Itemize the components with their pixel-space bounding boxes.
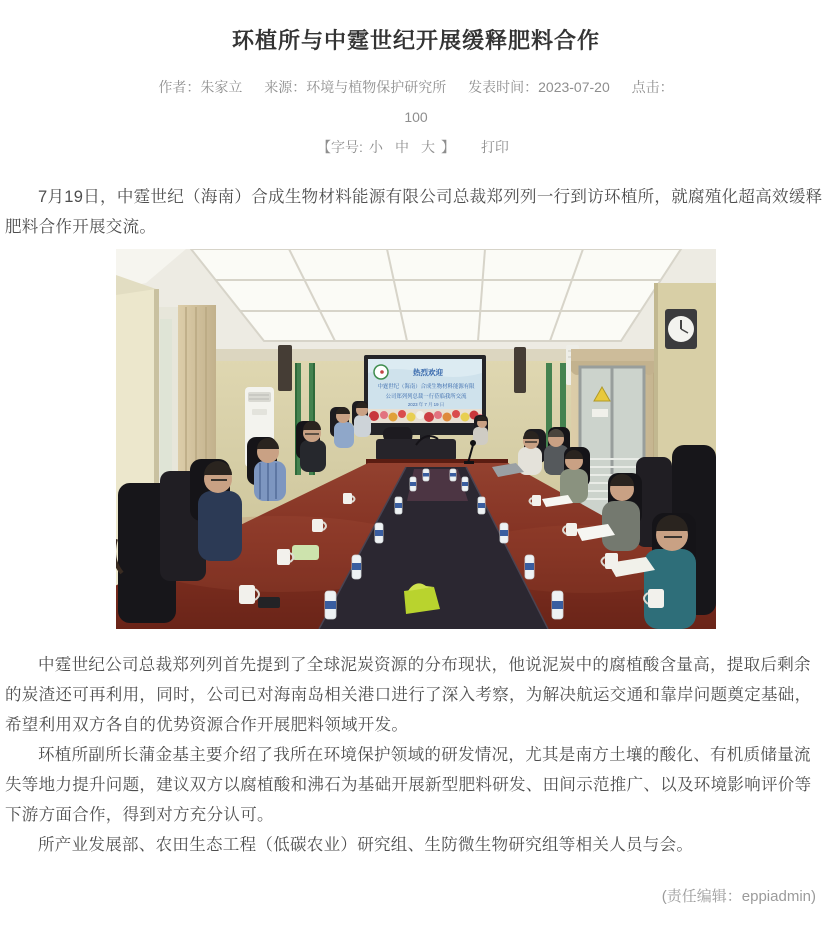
article-paragraph: 7月19日，中霆世纪（海南）合成生物材料能源有限公司总裁郑列列一行到访环植所，就腐殖化超高效缓释肥料合作开展交流。 <box>5 188 823 236</box>
meta-line <box>0 72 832 102</box>
meeting-room-photo-svg <box>116 249 716 629</box>
fontsize-small-link[interactable]: 小 <box>368 139 383 155</box>
slide-welcome-text: 热烈欢迎 <box>413 368 443 377</box>
meta-date-label: 发表时间： <box>468 79 539 95</box>
fontsize-large-link[interactable]: 大 <box>420 139 435 155</box>
speaker-left <box>278 345 292 391</box>
wall-clock <box>665 309 697 349</box>
tissue-pack <box>292 545 319 560</box>
meta-source-value: 环境与植物保护研究所 <box>306 79 447 95</box>
fontsize-medium-link[interactable]: 中 <box>394 139 409 155</box>
article-page <box>0 26 832 918</box>
meta-date-value: 2023-07-20 <box>538 79 610 95</box>
meta-source-label: 来源： <box>264 79 307 95</box>
article-paragraph: 所产业发展部、农田生态工程（低碳农业）研究组、生防微生物研究组等相关人员与会。 <box>38 836 694 854</box>
meta-author-value: 朱家立 <box>200 79 243 95</box>
meta-clicks-label: 点击： <box>631 79 674 95</box>
article-content <box>0 182 832 860</box>
slide-company-text: 中霆世纪（海南）合成生物材料能源有限 <box>377 384 475 390</box>
phone <box>258 597 280 608</box>
editor-note: (责任编辑：eppiadmin) <box>661 888 816 905</box>
article-toolbar <box>0 132 832 162</box>
fontsize-prefix: 【字号: <box>317 139 363 155</box>
page-title: 环植所与中霆世纪开展缓释肥料合作 <box>231 28 600 53</box>
fontsize-suffix: 】 <box>440 139 455 155</box>
slide-date-text: 2023 年 7 月 19 日 <box>407 402 445 407</box>
meta-author-label: 作者： <box>158 79 201 95</box>
meta-date <box>468 79 610 95</box>
print-link[interactable]: 打印 <box>480 139 509 155</box>
presentation-screen <box>364 355 486 445</box>
speaker-right <box>514 347 526 393</box>
article-photo <box>116 249 716 629</box>
meta-author <box>158 79 242 95</box>
slide-visit-text: 公司郑列列总裁一行莅临我所交流 <box>385 394 467 400</box>
meta-clicks-value: 100 <box>404 109 428 125</box>
article-paragraph: 环植所副所长蒲金基主要介绍了我所在环境保护领域的研发情况，尤其是南方土壤的酸化、有机质储量流失等地力提升问题，建议双方以腐植酸和沸石为基础开展新型肥料研发、田间示范推广、以及环境影响评价等下游方面合作，得到对方充分认可。 <box>5 746 812 824</box>
meta-source <box>264 79 446 95</box>
article-meta <box>0 72 832 132</box>
article-paragraph: 中霆世纪公司总裁郑列列首先提到了全球泥炭资源的分布现状，他说泥炭中的腐植酸含量高，提取后剩余的炭渣还可再利用，同时，公司已对海南岛相关港口进行了深入考察，为解决航运交通和靠岸问题奠定基础，希望利用双方各自的优势资源合作开展肥料领域开发。 <box>5 656 812 734</box>
